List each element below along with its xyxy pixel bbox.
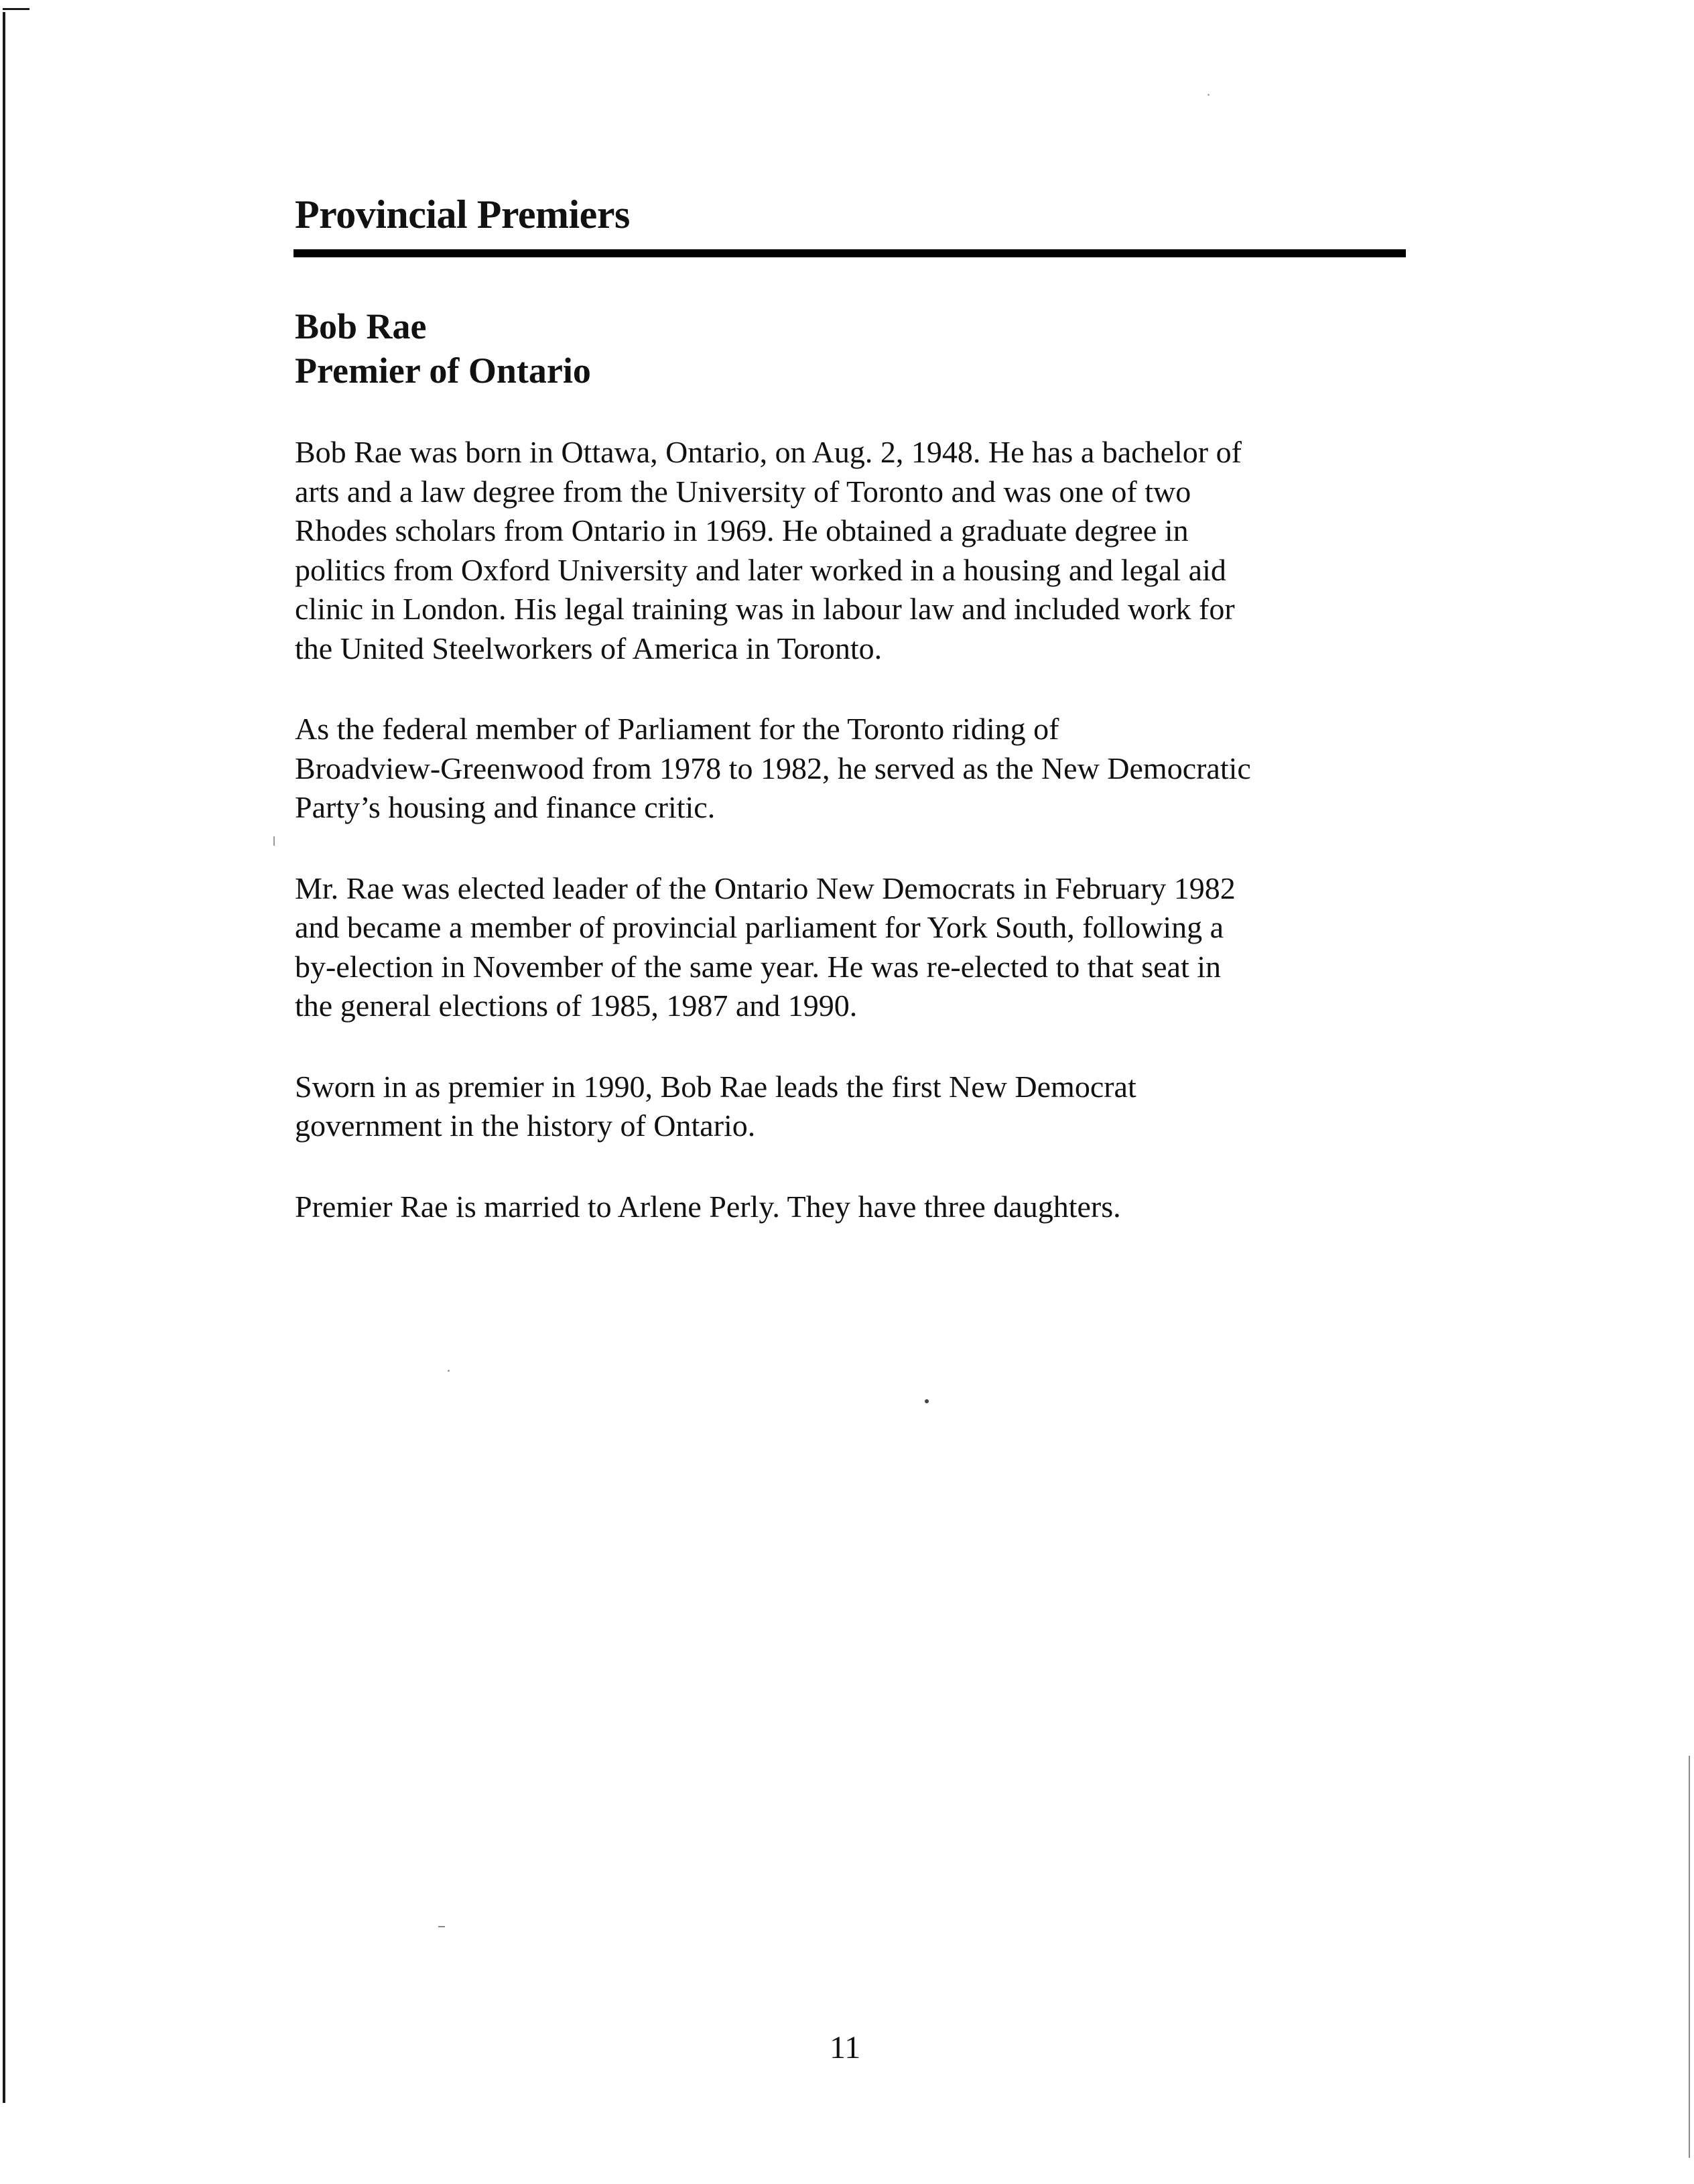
paragraph-5 — [295, 1187, 1447, 1227]
text-line: Mr. Rae was elected leader of the Ontario New Democrats in February 1982 — [295, 871, 1236, 905]
scan-edge-right — [1689, 1756, 1690, 2158]
text-line: by-election in November of the same year. He was re-elected to that seat in — [295, 949, 1221, 984]
text-line: Premier Rae is married to Arlene Perly. They have three daughters. — [295, 1189, 1121, 1224]
scan-speck — [273, 836, 275, 846]
paragraph-2 — [295, 710, 1447, 828]
person-role: Premier of Ontario — [295, 350, 591, 391]
text-line: the United Steelworkers of America in Toronto. — [295, 631, 883, 665]
text-line: As the federal member of Parliament for the Toronto riding of — [295, 712, 1059, 746]
text-line: Broadview-Greenwood from 1978 to 1982, he served as the New Democratic — [295, 751, 1251, 785]
text-line: the general elections of 1985, 1987 and 1990. — [295, 988, 858, 1023]
section-title: Provincial Premiers — [295, 192, 630, 237]
scan-edge-left — [3, 12, 5, 2103]
text-line: Party’s housing and finance critic. — [295, 790, 716, 824]
text-line: government in the history of Ontario. — [295, 1108, 756, 1143]
text-line: and became a member of provincial parliament for York South, following a — [295, 910, 1224, 944]
text-line: Sworn in as premier in 1990, Bob Rae leads the first New Democrat — [295, 1069, 1136, 1104]
scan-speck — [925, 1399, 929, 1403]
paragraph-4 — [295, 1068, 1447, 1146]
paragraph-3 — [295, 869, 1447, 1026]
text-line: Bob Rae was born in Ottawa, Ontario, on Aug. 2, 1948. He has a bachelor of — [295, 435, 1242, 469]
scan-speck — [1208, 94, 1210, 96]
text-line: arts and a law degree from the University of Toronto and was one of two — [295, 474, 1191, 509]
text-line: clinic in London. His legal training was in labour law and included work for — [295, 592, 1235, 626]
title-rule — [294, 249, 1406, 257]
scan-edge-top — [3, 8, 29, 10]
scan-speck — [438, 1926, 445, 1927]
text-line: politics from Oxford University and later worked in a housing and legal aid — [295, 552, 1226, 587]
page-number: 11 — [830, 2030, 861, 2065]
person-name: Bob Rae — [295, 306, 427, 346]
scan-speck — [448, 1370, 450, 1372]
paragraph-1 — [295, 433, 1447, 668]
body-text — [295, 433, 1447, 1268]
text-line: Rhodes scholars from Ontario in 1969. He obtained a graduate degree in — [295, 513, 1189, 548]
